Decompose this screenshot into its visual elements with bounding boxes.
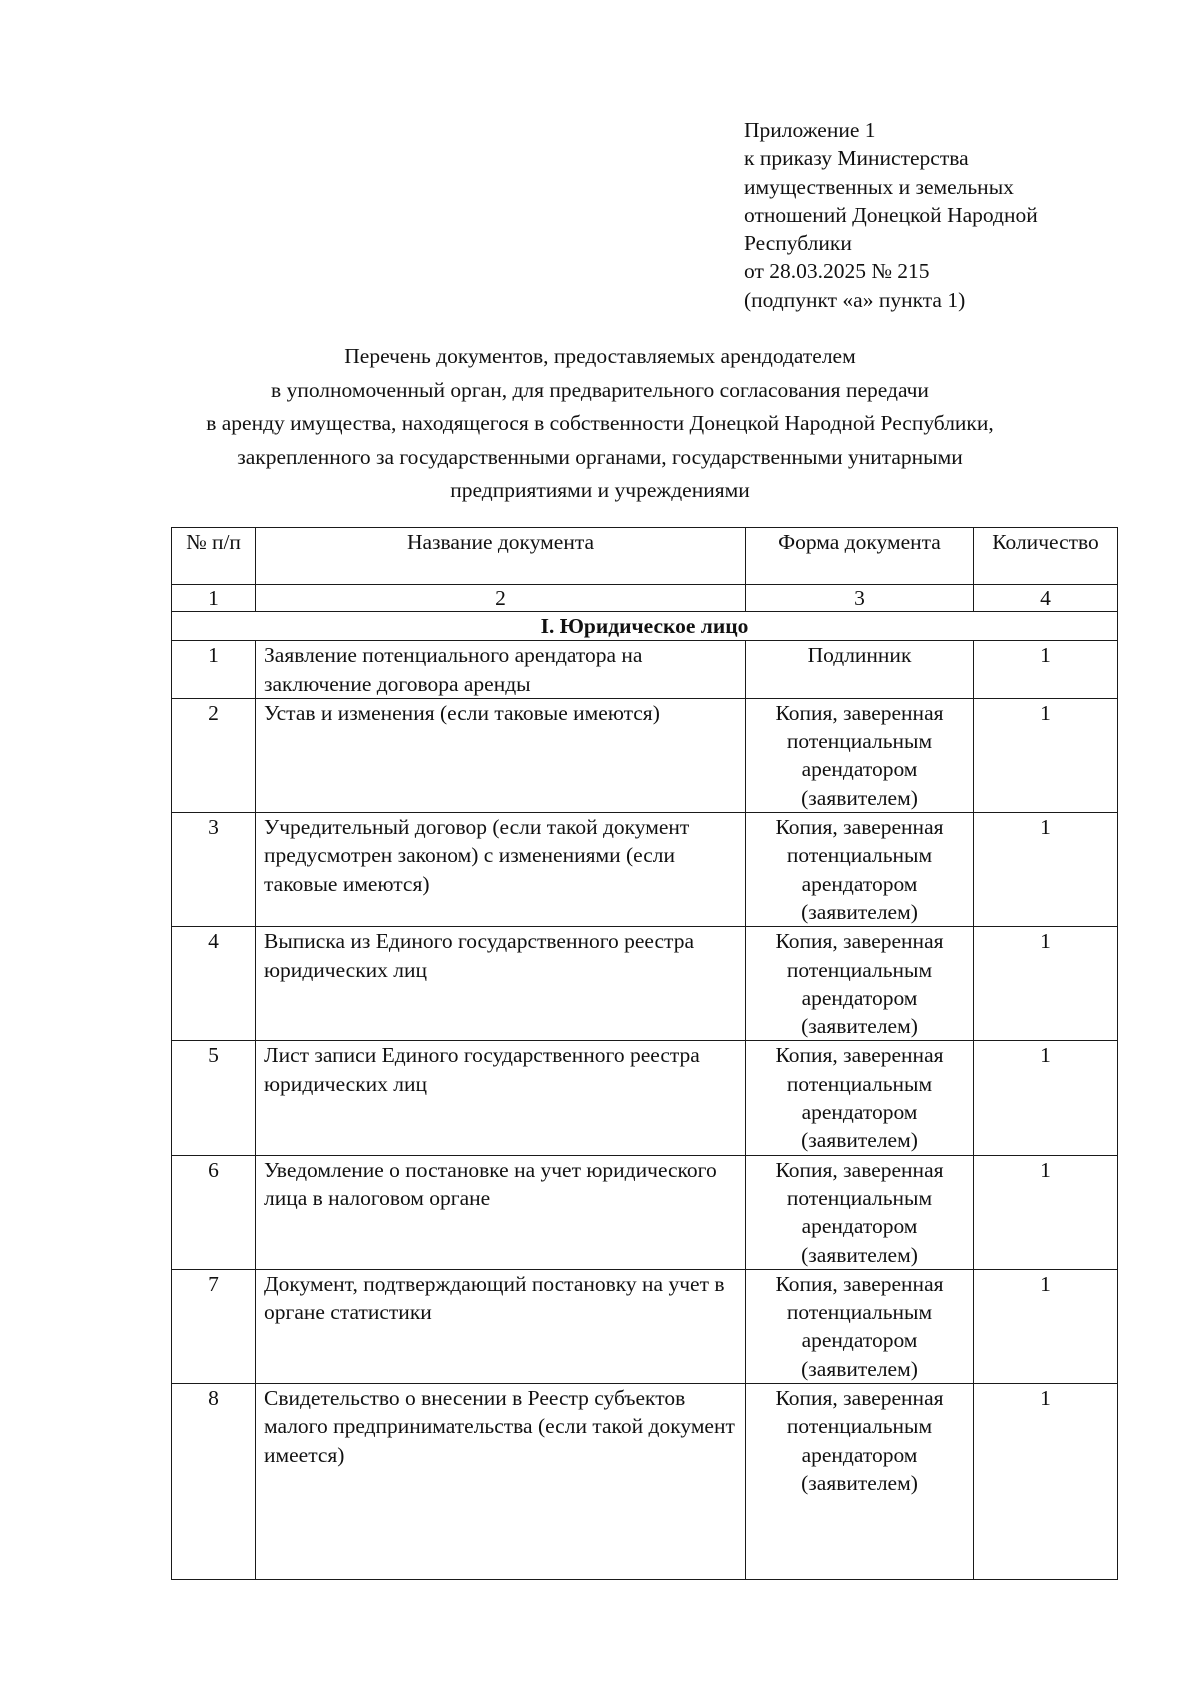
- table-header-row: [172, 528, 1118, 585]
- row-quantity: 1: [974, 698, 1118, 812]
- column-number: 2: [256, 585, 746, 612]
- header-document-name: Название документа: [256, 528, 746, 585]
- title-line: предприятиями и учреждениями: [450, 478, 750, 502]
- row-number: 2: [172, 698, 256, 812]
- header-quantity: Количество: [974, 528, 1118, 585]
- row-number: 7: [172, 1269, 256, 1383]
- table-row: [172, 641, 1118, 699]
- column-numbers-row: [172, 585, 1118, 612]
- row-document-form: Копия, заверенная потенциальным арендатором (заявителем): [746, 927, 974, 1041]
- row-quantity: 1: [974, 1155, 1118, 1269]
- row-quantity: 1: [974, 813, 1118, 927]
- row-quantity: 1: [974, 641, 1118, 699]
- row-document-name: Уведомление о постановке на учет юридического лица в налоговом органе: [256, 1155, 746, 1269]
- table-row: [172, 698, 1118, 812]
- header-number: № п/п: [172, 528, 256, 585]
- appendix-line: (подпункт «а» пункта 1): [744, 287, 966, 312]
- row-number: 3: [172, 813, 256, 927]
- column-number: 4: [974, 585, 1118, 612]
- appendix-line: Республики: [744, 231, 852, 256]
- document-title: [150, 340, 1050, 508]
- appendix-line: от 28.03.2025 № 215: [744, 259, 930, 284]
- section-row: [172, 612, 1118, 641]
- row-document-name: Лист записи Единого государственного реестра юридических лиц: [256, 1041, 746, 1155]
- section-title: I. Юридическое лицо: [172, 612, 1118, 641]
- title-line: в аренду имущества, находящегося в собственности Донецкой Народной Республики,: [206, 411, 994, 435]
- documents-table: [171, 527, 1118, 1580]
- row-document-form: Копия, заверенная потенциальным арендатором (заявителем): [746, 1155, 974, 1269]
- row-document-form: Копия, заверенная потенциальным арендатором (заявителем): [746, 1041, 974, 1155]
- table-row: [172, 1041, 1118, 1155]
- column-number: 1: [172, 585, 256, 612]
- title-line: закрепленного за государственными органами, государственными унитарными: [237, 444, 963, 469]
- table-row: [172, 1269, 1118, 1383]
- title-line: Перечень документов, предоставляемых арендодателем: [344, 344, 856, 368]
- row-document-name: Документ, подтверждающий постановку на учет в органе статистики: [256, 1269, 746, 1383]
- appendix-line: отношений Донецкой Народной: [744, 202, 1038, 227]
- row-document-name: Учредительный договор (если такой документ предусмотрен законом) с изменениями (если таковые имеются): [256, 813, 746, 927]
- row-number: 6: [172, 1155, 256, 1269]
- appendix-line: Приложение 1: [744, 118, 876, 142]
- row-document-name: Выписка из Единого государственного реестра юридических лиц: [256, 927, 746, 1041]
- appendix-line: к приказу Министерства: [744, 146, 969, 171]
- row-quantity: 1: [974, 927, 1118, 1041]
- row-document-form: Копия, заверенная потенциальным арендатором (заявителем): [746, 813, 974, 927]
- row-document-form: Копия, заверенная потенциальным арендатором (заявителем): [746, 1384, 974, 1580]
- row-document-form: Копия, заверенная потенциальным арендатором (заявителем): [746, 698, 974, 812]
- row-document-form: Подлинник: [746, 641, 974, 699]
- row-document-name: Заявление потенциального арендатора на заключение договора аренды: [256, 641, 746, 699]
- table-row: [172, 813, 1118, 927]
- row-document-name: Свидетельство о внесении в Реестр субъектов малого предпринимательства (если такой документ имеется): [256, 1384, 746, 1580]
- header-document-form: Форма документа: [746, 528, 974, 585]
- row-quantity: 1: [974, 1041, 1118, 1155]
- row-number: 4: [172, 927, 256, 1041]
- row-document-form: Копия, заверенная потенциальным арендатором (заявителем): [746, 1269, 974, 1383]
- row-number: 1: [172, 641, 256, 699]
- row-number: 5: [172, 1041, 256, 1155]
- table-row: [172, 927, 1118, 1041]
- title-line: в уполномоченный орган, для предварительного согласования передачи: [271, 377, 929, 402]
- table-row: [172, 1384, 1118, 1580]
- row-number: 8: [172, 1384, 256, 1580]
- row-document-name: Устав и изменения (если таковые имеются): [256, 698, 746, 812]
- row-quantity: 1: [974, 1269, 1118, 1383]
- appendix-block: [744, 116, 1164, 314]
- row-quantity: 1: [974, 1384, 1118, 1580]
- appendix-line: имущественных и земельных: [744, 174, 1014, 199]
- table-row: [172, 1155, 1118, 1269]
- column-number: 3: [746, 585, 974, 612]
